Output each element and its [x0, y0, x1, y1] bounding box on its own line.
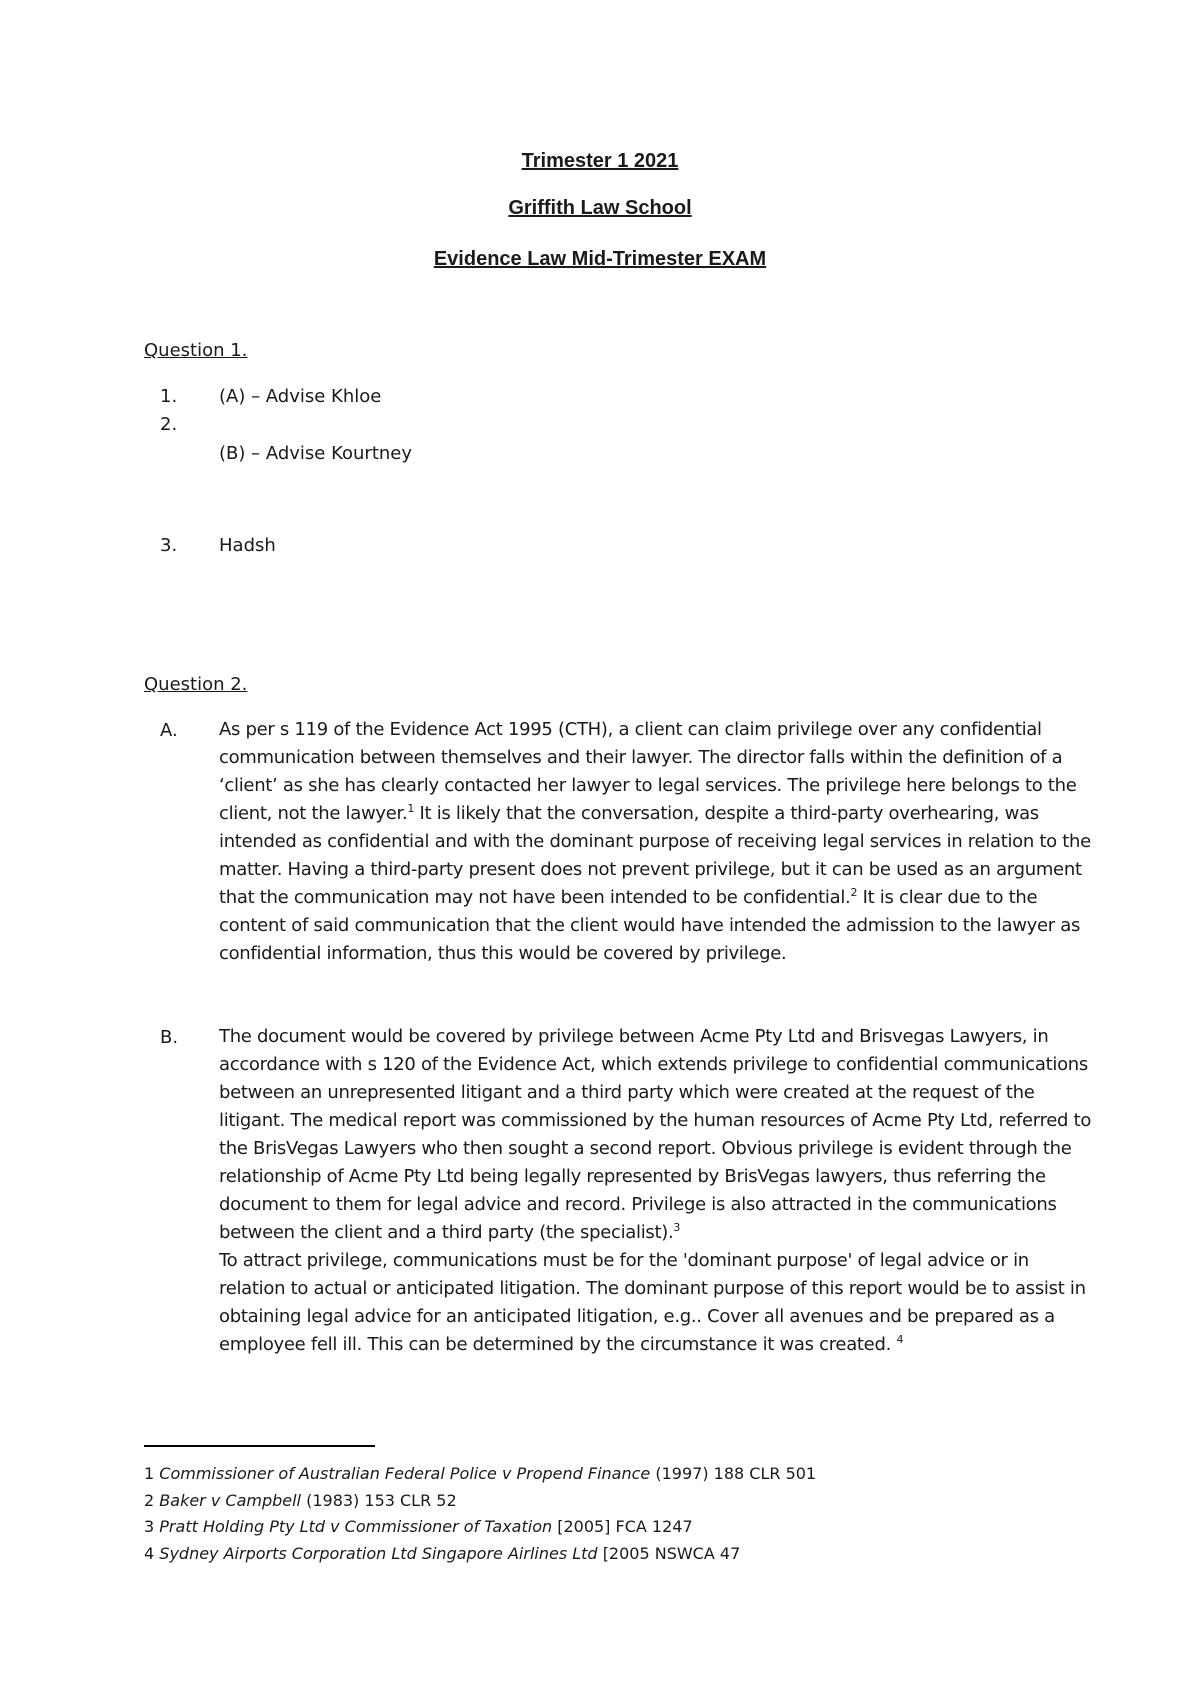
footnote-2: 2 Baker v Campbell (1983) 153 CLR 52	[144, 1491, 457, 1510]
footnote-4: 4 Sydney Airports Corporation Ltd Singapore Airlines Ltd [2005 NSWCA 47	[144, 1544, 741, 1563]
answer-b-paragraph-2: To attract privilege, communications must be for the 'dominant purpose' of legal advice or in relation to actual or anticipated litigation. The dominant purpose of this report would be to assist in obtaining legal advice for an anticipated litigation, e.g.. Cover all avenues and be prepared as a employee fell ill. This can be determined by the circumstance it was created. $^4$	[219, 1250, 1086, 1355]
answer-a-paragraph: As per s 119 of the Evidence Act 1995 (CTH), a client can claim privilege over any confidential communication between themselves and their lawyer. The director falls within the definition of a ‘client’ as she has clearly contacted her lawyer to legal services. The privilege here belongs to the client, not the lawyer.$^1$ It is likely that the conversation, despite a third-party overhearing, was intended as confidential and with the dominant purpose of receiving legal services in relation to the matter. Having a third-party present does not prevent privilege, but it can be used as an argument that the communication may not have been intended to be confidential.$^2$ It is clear due to the content of said communication that the client would have intended the admission to the lawyer as confidential information, thus this would be covered by privilege.	[219, 719, 1091, 964]
footnote-3: 3 Pratt Holding Pty Ltd v Commissioner of Taxation [2005] FCA 1247	[144, 1517, 693, 1536]
list-number: 1.	[160, 386, 178, 407]
footnote-1: 1 Commissioner of Australian Federal Police v Propend Finance (1997) 188 CLR 501	[144, 1464, 817, 1483]
question-1-heading: Question 1.	[144, 340, 248, 361]
header-school: Griffith Law School	[508, 197, 692, 219]
list-item: (B) – Advise Kourtney	[219, 443, 413, 464]
list-item: (A) – Advise Khloe	[219, 386, 382, 407]
list-number: 3.	[160, 535, 178, 556]
footnote-ref-1: 1	[407, 802, 415, 815]
footnote-ref-3: 3	[673, 1221, 681, 1234]
footnote-separator	[144, 1445, 375, 1447]
question-2-heading: Question 2.	[144, 674, 248, 695]
list-number: 2.	[160, 414, 178, 435]
answer-b-paragraph: The document would be covered by privilege between Acme Pty Ltd and Brisvegas Lawyers, in accordance with s 120 of the Evidence Act, which extends privilege to confidential communications between an unrepresented litigant and a third party which were created at the request of the litigant. The medical report was commissioned by the human resources of Acme Pty Ltd, referred to the BrisVegas Lawyers who then sought a second report. Obvious privilege is evident through the relationship of Acme Pty Ltd being legally represented by BrisVegas lawyers, thus referring the document to them for legal advice and record. Privilege is also attracted in the communications between the client and a third party (the specialist).$^3$	[219, 1026, 1092, 1243]
footnote-ref-4: 4	[896, 1333, 904, 1346]
header-exam-title: Evidence Law Mid-Trimester EXAM	[433, 248, 767, 270]
footnote-ref-2: 2	[850, 886, 858, 899]
list-item: Hadsh	[219, 535, 276, 556]
answer-a-label: A.	[160, 720, 178, 741]
answer-b-label: B.	[160, 1027, 179, 1048]
header-trimester: Trimester 1 2021	[521, 150, 679, 172]
